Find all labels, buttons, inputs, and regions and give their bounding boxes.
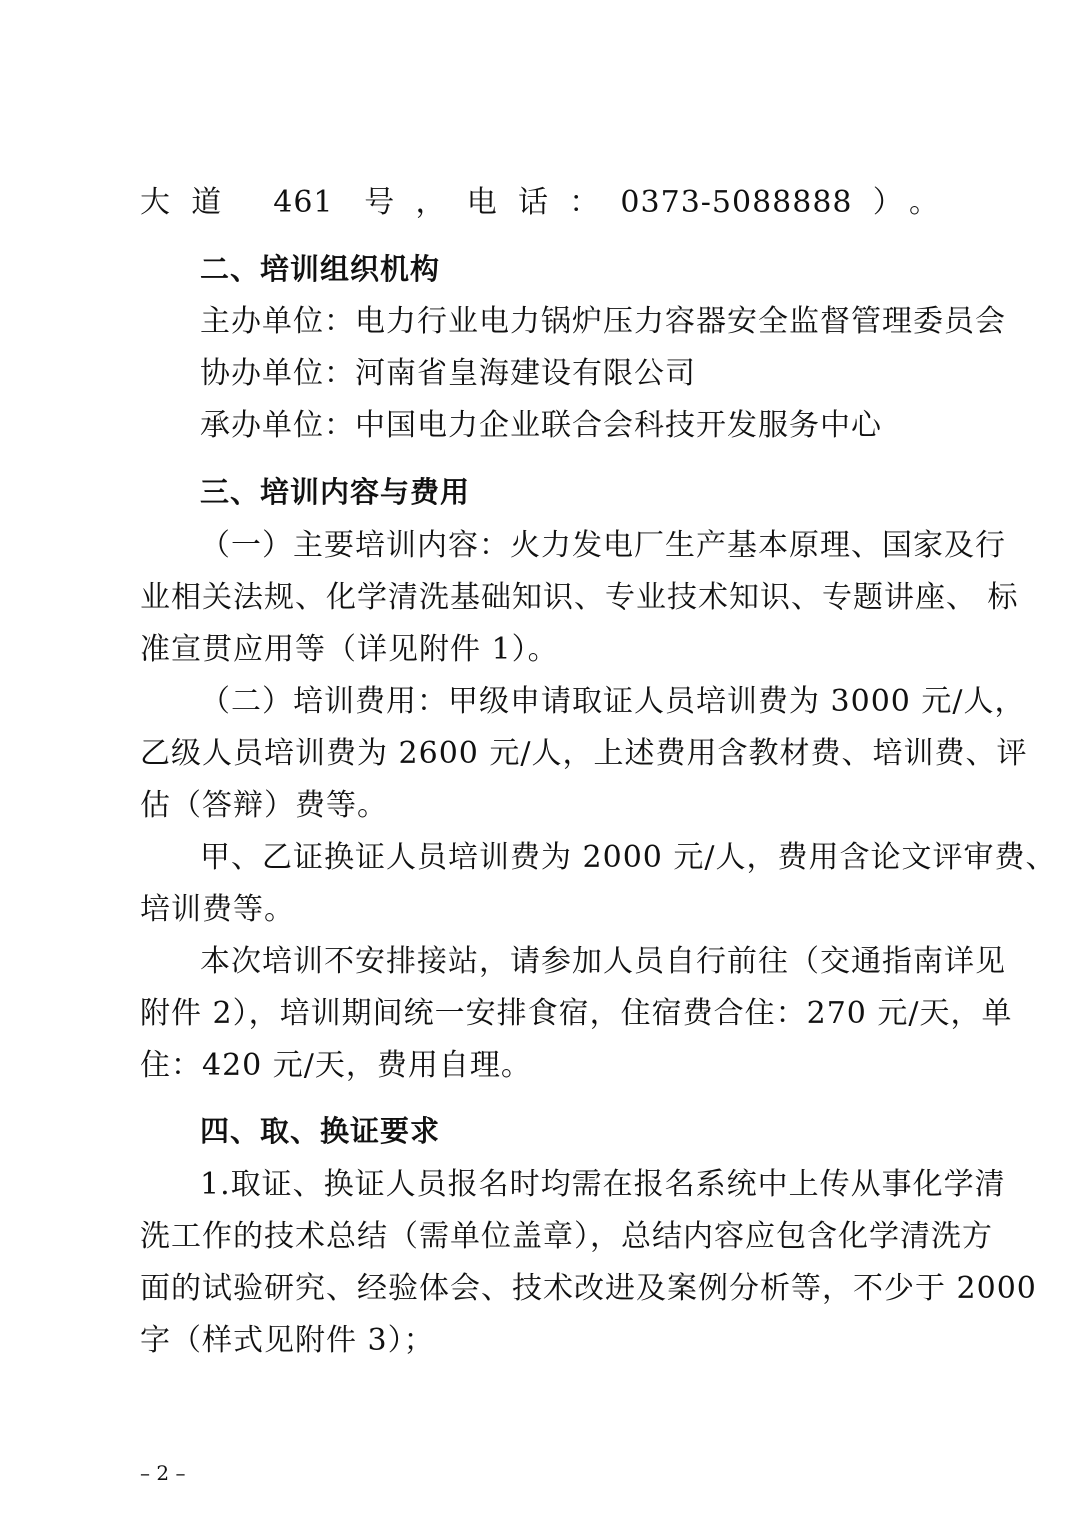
paragraph-line: 甲、乙证换证人员培训费为 2000 元/人，费用含论文评审费、 xyxy=(200,840,1057,875)
paragraph-line: 准宣贯应用等（详见附件 1）。 xyxy=(140,632,559,667)
paragraph-line: （一）主要培训内容：火力发电厂生产基本原理、国家及行 xyxy=(200,528,1006,563)
section-heading: 三、培训内容与费用 xyxy=(200,475,471,509)
paragraph-line: 大道 461 号，电话：0373-5088888）。 xyxy=(140,185,940,220)
paragraph-line: 业相关法规、化学清洗基础知识、专业技术知识、专题讲座、 标 xyxy=(140,580,1019,615)
paragraph-line: 1.取证、换证人员报名时均需在报名系统中上传从事化学清 xyxy=(200,1167,1006,1202)
paragraph-line: 面的试验研究、经验体会、技术改进及案例分析等，不少于 2000 xyxy=(140,1271,1037,1306)
paragraph-line: 本次培训不安排接站，请参加人员自行前往（交通指南详见 xyxy=(200,944,1006,979)
section-heading: 四、取、换证要求 xyxy=(200,1114,441,1148)
paragraph-line: 乙级人员培训费为 2600 元/人，上述费用含教材费、培训费、评 xyxy=(140,736,1028,771)
paragraph-line: 洗工作的技术总结（需单位盖章），总结内容应包含化学清洗方 xyxy=(140,1219,993,1254)
paragraph-line: （二）培训费用：甲级申请取证人员培训费为 3000 元/人， xyxy=(200,684,1026,719)
page-number: – 2 – xyxy=(140,1461,186,1485)
section-heading: 二、培训组织机构 xyxy=(200,252,441,286)
paragraph-line: 附件 2），培训期间统一安排食宿，住宿费合住：270 元/天，单 xyxy=(140,996,1013,1031)
paragraph-line: 字（样式见附件 3）； xyxy=(140,1323,435,1358)
paragraph-line: 培训费等。 xyxy=(140,892,295,927)
paragraph-line: 估（答辩）费等。 xyxy=(140,788,388,823)
paragraph-line: 主办单位：电力行业电力锅炉压力容器安全监督管理委员会 xyxy=(200,304,1006,339)
paragraph-line: 承办单位：中国电力企业联合会科技开发服务中心 xyxy=(200,408,882,443)
paragraph-line: 协办单位：河南省皇海建设有限公司 xyxy=(200,356,696,391)
paragraph-line: 住：420 元/天，费用自理。 xyxy=(140,1048,532,1083)
